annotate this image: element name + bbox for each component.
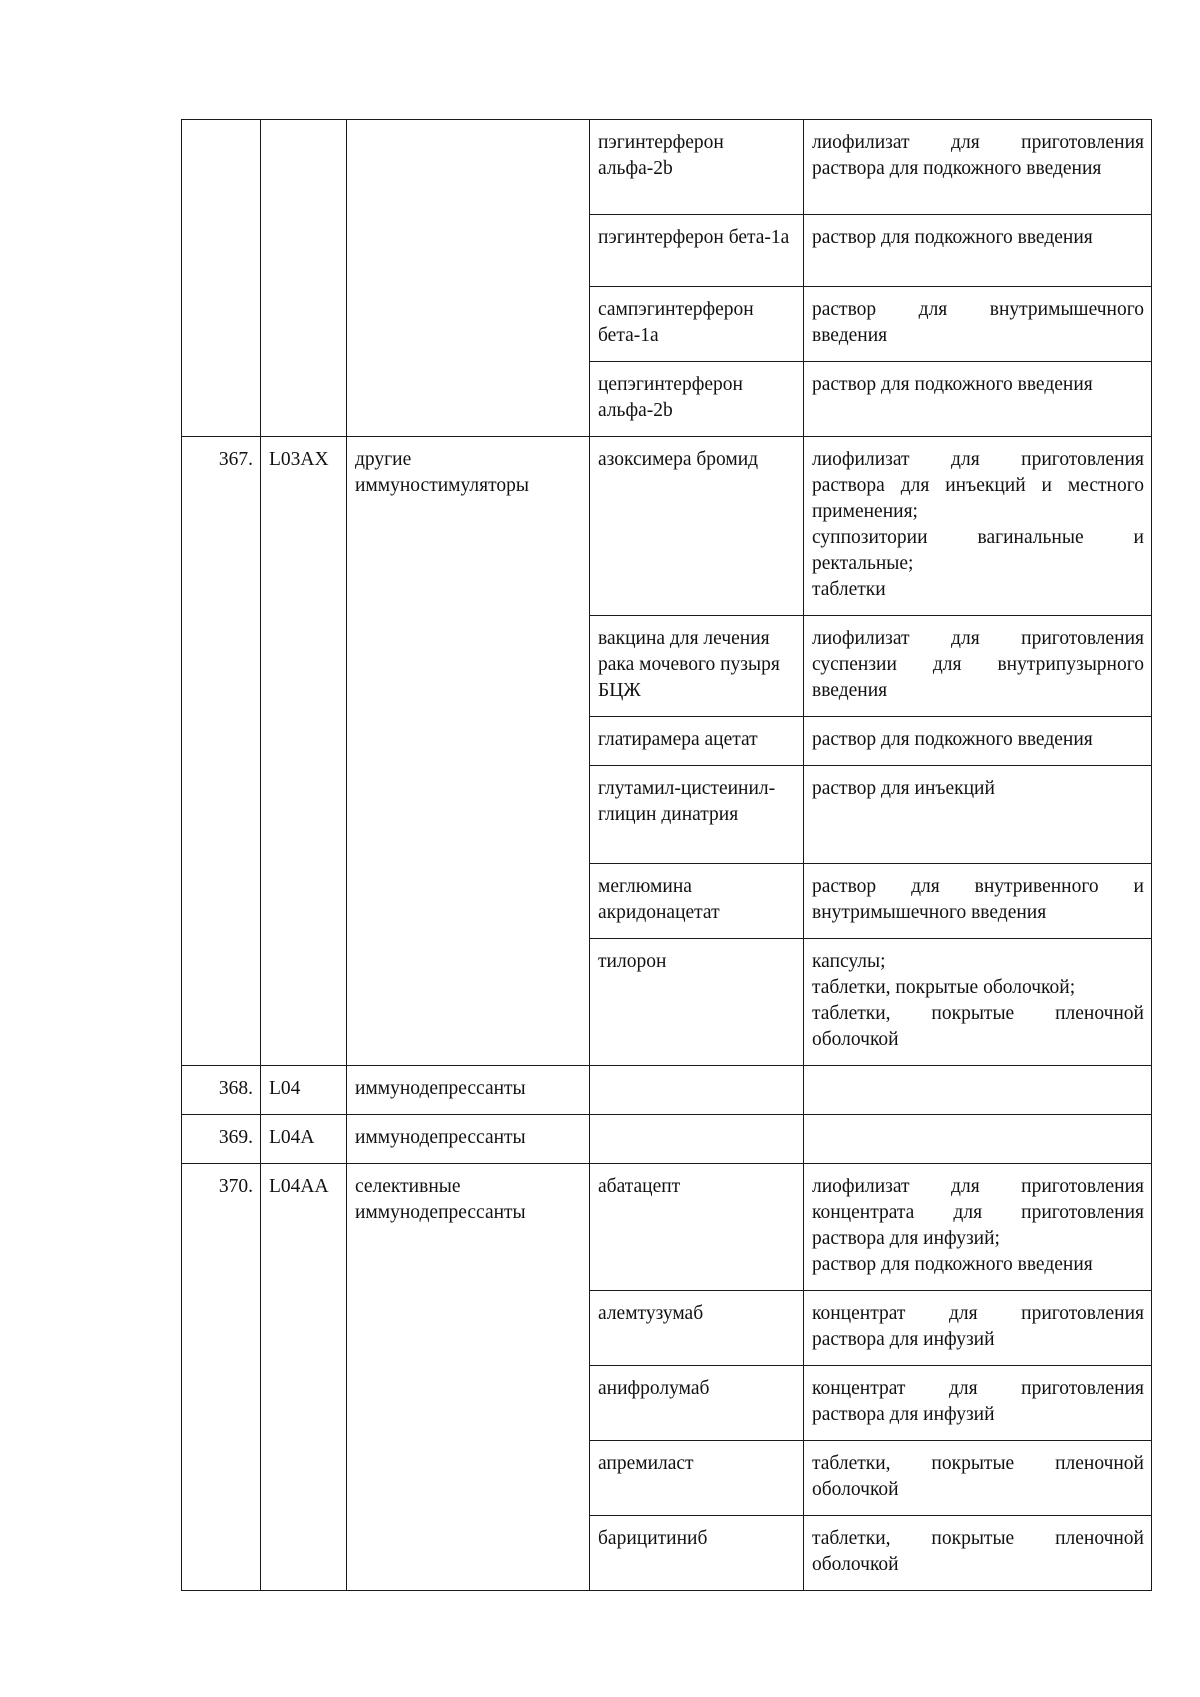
atc-code-cell: L04 — [261, 1066, 347, 1115]
table-row — [182, 1115, 1152, 1164]
dosage-form-line: таблетки, покрытые пленочной оболочкой — [812, 1003, 1144, 1050]
dosage-form-line: лиофилизат для приготовления раствора для подкожного введения — [812, 132, 1144, 179]
dosage-form-line: лиофилизат для приготовления суспензии для внутрипузырного введения — [812, 628, 1144, 701]
dosage-form-cell — [804, 1164, 1152, 1291]
row-number-cell: 367. — [182, 437, 261, 1066]
dosage-form-line: капсулы; — [812, 951, 886, 972]
dosage-form-line: концентрат для приготовления раствора для инфузий — [812, 1303, 1144, 1350]
dosage-form-line: таблетки, покрытые оболочкой; — [812, 977, 1076, 998]
drug-name-cell: глутамил-цистеинил-глицин динатрия — [590, 766, 804, 864]
dosage-form-line: суппозитории вагинальные и ректальные; — [812, 527, 1144, 574]
table-row — [182, 120, 1152, 215]
dosage-form-line: лиофилизат для приготовления раствора для инъекций и местного применения; — [812, 449, 1144, 522]
table-row — [182, 1164, 1152, 1291]
anatomical-group-cell: другие иммуностимуляторы — [347, 437, 590, 1066]
dosage-form-cell — [804, 437, 1152, 616]
dosage-form-cell — [804, 939, 1152, 1066]
dosage-form-line: раствор для подкожного введения — [812, 1254, 1093, 1275]
drug-table — [181, 119, 1152, 1591]
dosage-form-cell — [804, 1516, 1152, 1591]
drug-name-cell: пэгинтерферон бета-1a — [590, 215, 804, 287]
dosage-form-cell — [804, 362, 1152, 437]
dosage-form-line: раствор для подкожного введения — [812, 729, 1093, 750]
dosage-form-line: раствор для инъекций — [812, 778, 995, 799]
drug-name-cell: апремиласт — [590, 1441, 804, 1516]
drug-name-cell: барицитиниб — [590, 1516, 804, 1591]
anatomical-group-cell: селективные иммунодепрессанты — [347, 1164, 590, 1591]
atc-code-cell: L04A — [261, 1115, 347, 1164]
dosage-form-cell — [804, 1115, 1152, 1164]
dosage-form-cell — [804, 616, 1152, 717]
atc-code-cell: L03AX — [261, 437, 347, 1066]
drug-name-cell — [590, 1115, 804, 1164]
dosage-form-cell — [804, 1066, 1152, 1115]
anatomical-group-cell: иммунодепрессанты — [347, 1115, 590, 1164]
atc-code-cell: L04AA — [261, 1164, 347, 1591]
row-number-cell: 369. — [182, 1115, 261, 1164]
dosage-form-line: раствор для внутривенного и внутримышечного введения — [812, 876, 1144, 923]
drug-name-cell: меглюмина акридонацетат — [590, 864, 804, 939]
table-row — [182, 437, 1152, 616]
row-number-cell: 370. — [182, 1164, 261, 1591]
drug-table-body — [182, 120, 1152, 1591]
anatomical-group-cell: иммунодепрессанты — [347, 1066, 590, 1115]
drug-name-cell: пэгинтерферон альфа-2b — [590, 120, 804, 215]
drug-name-cell: глатирамера ацетат — [590, 717, 804, 766]
dosage-form-line: раствор для внутримышечного введения — [812, 299, 1144, 346]
drug-name-cell: алемтузумаб — [590, 1291, 804, 1366]
row-number-cell — [182, 120, 261, 437]
atc-code-cell — [261, 120, 347, 437]
dosage-form-cell — [804, 215, 1152, 287]
dosage-form-line: таблетки, покрытые пленочной оболочкой — [812, 1453, 1144, 1500]
drug-name-cell: тилорон — [590, 939, 804, 1066]
dosage-form-line: таблетки, покрытые пленочной оболочкой — [812, 1528, 1144, 1575]
dosage-form-cell — [804, 766, 1152, 864]
dosage-form-cell — [804, 1366, 1152, 1441]
dosage-form-cell — [804, 1291, 1152, 1366]
dosage-form-line: лиофилизат для приготовления концентрата для приготовления раствора для инфузий; — [812, 1176, 1144, 1249]
dosage-form-cell — [804, 287, 1152, 362]
table-row — [182, 1066, 1152, 1115]
dosage-form-cell — [804, 120, 1152, 215]
dosage-form-line: раствор для подкожного введения — [812, 227, 1093, 248]
anatomical-group-cell — [347, 120, 590, 437]
drug-name-cell — [590, 1066, 804, 1115]
dosage-form-cell — [804, 717, 1152, 766]
dosage-form-cell — [804, 864, 1152, 939]
dosage-form-line: раствор для подкожного введения — [812, 374, 1093, 395]
dosage-form-line: таблетки — [812, 579, 886, 600]
dosage-form-cell — [804, 1441, 1152, 1516]
drug-name-cell: анифролумаб — [590, 1366, 804, 1441]
drug-name-cell: сампэгинтерферон бета-1a — [590, 287, 804, 362]
drug-name-cell: азоксимера бромид — [590, 437, 804, 616]
dosage-form-line: концентрат для приготовления раствора для инфузий — [812, 1378, 1144, 1425]
row-number-cell: 368. — [182, 1066, 261, 1115]
drug-name-cell: цепэгинтерферон альфа-2b — [590, 362, 804, 437]
drug-name-cell: вакцина для лечения рака мочевого пузыря БЦЖ — [590, 616, 804, 717]
drug-name-cell: абатацепт — [590, 1164, 804, 1291]
